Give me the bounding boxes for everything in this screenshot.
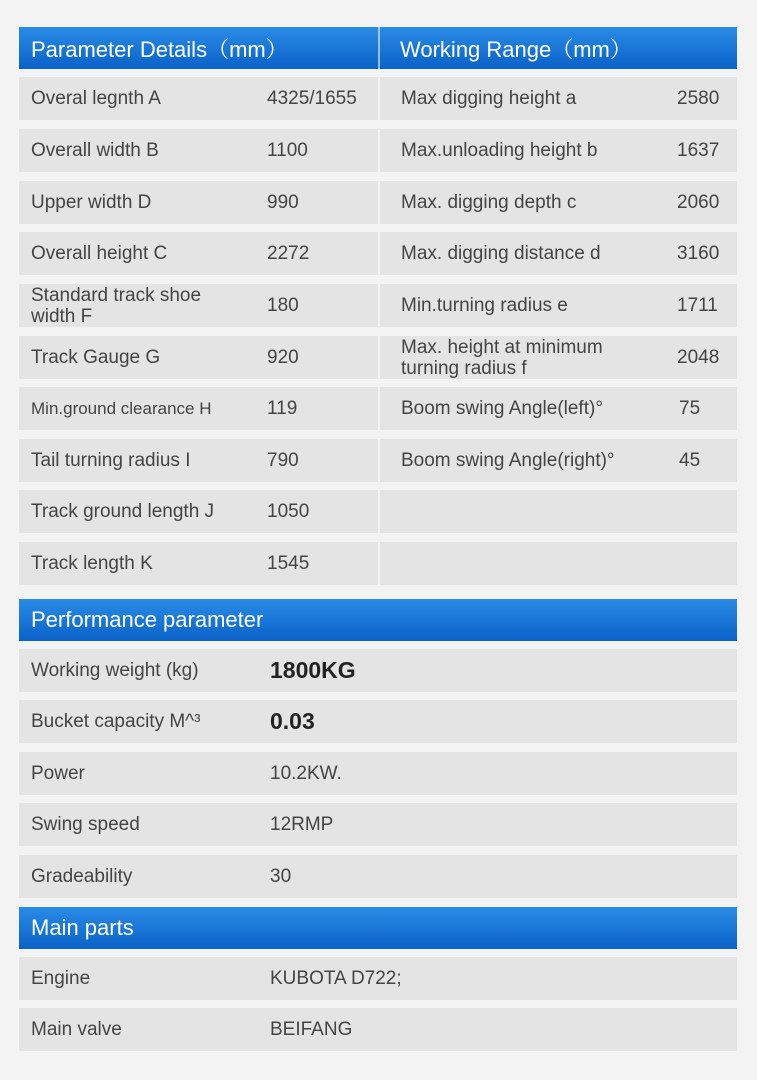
spec-label: Track length K [31, 553, 153, 574]
main-parts-row [19, 957, 737, 1000]
range-value: 2580 [677, 88, 720, 109]
performance-value: 0.03 [270, 708, 315, 734]
range-value: 1711 [677, 295, 718, 316]
spec-label: Track ground length J [31, 501, 215, 522]
performance-label: Bucket capacity M^³ [31, 711, 201, 732]
main-parts-row [19, 1008, 737, 1051]
spec-label: Track Gauge G [31, 347, 161, 368]
range-label: Max.unloading height b [401, 140, 598, 161]
range-value: 1637 [677, 140, 720, 161]
performance-row [19, 803, 737, 846]
performance-row [19, 700, 737, 743]
spec-row [19, 284, 737, 327]
spec-value: 180 [267, 295, 299, 316]
range-label: Max. digging distance d [401, 243, 601, 264]
spec-value: 920 [267, 347, 299, 368]
main-parts-label: Engine [31, 968, 91, 989]
performance-header [19, 599, 737, 641]
spec-label: Overal legnth A [31, 88, 161, 109]
main-parts-value: BEIFANG [270, 1019, 353, 1040]
range-label: Max. height at minimum turning radius f [401, 336, 603, 379]
performance-value: 12RMP [270, 814, 334, 835]
performance-value: 30 [270, 866, 292, 887]
spec-label: Min.ground clearance H [31, 399, 212, 418]
range-label: Min.turning radius e [401, 295, 568, 316]
spec-row [19, 129, 737, 172]
spec-label: Overall width B [31, 140, 159, 161]
performance-value: 1800KG [270, 657, 356, 683]
spec-value: 790 [267, 450, 299, 471]
spec-row [19, 77, 737, 120]
performance-row [19, 855, 737, 898]
performance-title: Performance parameter [31, 607, 264, 632]
spec-label: Standard track shoe width F [31, 284, 202, 327]
range-value: 2060 [677, 192, 720, 213]
main-parts-header [19, 907, 737, 949]
main-parts-label: Main valve [31, 1019, 122, 1040]
spec-table-header [19, 27, 737, 69]
performance-row [19, 752, 737, 795]
spec-value: 990 [267, 192, 299, 213]
main-parts-value: KUBOTA D722; [270, 968, 402, 989]
performance-label: Gradeability [31, 866, 133, 887]
spec-value: 119 [267, 398, 298, 419]
range-label: Boom swing Angle(left)° [401, 398, 603, 419]
spec-row [19, 490, 737, 533]
spec-label: Overall height C [31, 243, 168, 264]
spec-row [19, 387, 737, 430]
range-value: 3160 [677, 243, 720, 264]
spec-value: 1545 [267, 553, 310, 574]
range-value: 75 [679, 398, 701, 419]
working-range-heading: Working Range（mm） [400, 36, 632, 62]
range-label: Max. digging depth c [401, 192, 577, 213]
spec-value: 4325/1655 [267, 88, 357, 109]
performance-label: Swing speed [31, 814, 140, 835]
performance-value: 10.2KW. [270, 763, 342, 784]
range-label: Boom swing Angle(right)° [401, 450, 615, 471]
spec-row [19, 232, 737, 275]
spec-value: 2272 [267, 243, 310, 264]
range-value: 2048 [677, 347, 720, 368]
performance-row [19, 649, 737, 692]
spec-row [19, 439, 737, 482]
parameter-details-heading: Parameter Details（mm） [31, 36, 288, 62]
main-parts-title: Main parts [31, 915, 134, 940]
range-label: Max digging height a [401, 88, 577, 109]
spec-label: Upper width D [31, 192, 152, 213]
spec-row [19, 181, 737, 224]
performance-label: Working weight (kg) [31, 660, 199, 681]
performance-label: Power [31, 763, 85, 784]
spec-row [19, 542, 737, 585]
spec-row [19, 336, 737, 379]
spec-label: Tail turning radius I [31, 450, 191, 471]
spec-value: 1100 [267, 140, 308, 161]
spec-value: 1050 [267, 501, 310, 522]
range-value: 45 [679, 450, 701, 471]
